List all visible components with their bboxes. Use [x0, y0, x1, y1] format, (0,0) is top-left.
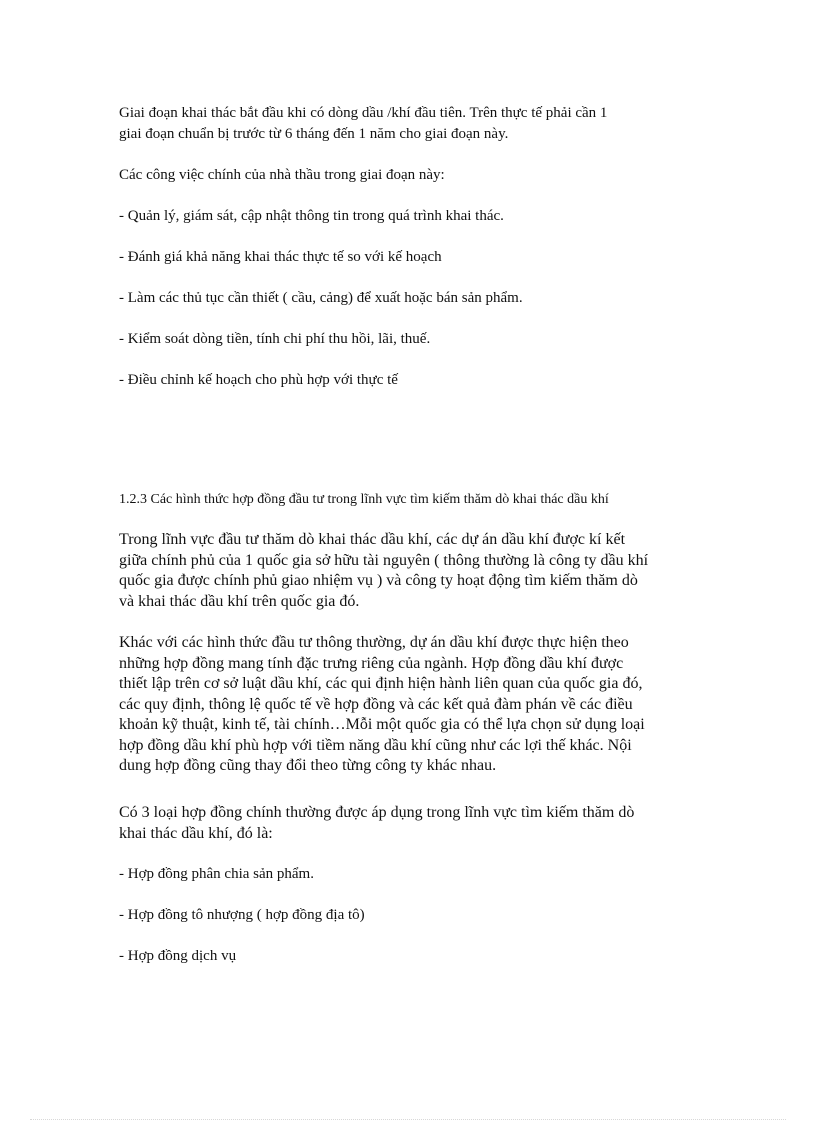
text-line: khoản kỹ thuật, kinh tế, tài chính…Mỗi một quốc gia có thể lựa chọn sử dụng loại [119, 716, 645, 733]
text-line: Trong lĩnh vực đầu tư thăm dò khai thác dầu khí, các dự án dầu khí được kí kết [119, 531, 626, 548]
text-line: thiết lập trên cơ sở luật dầu khí, các qui định hiện hành liên quan của quốc gia đó, [119, 675, 643, 692]
text-line: và khai thác dầu khí trên quốc gia đó. [119, 592, 360, 610]
text-line: dung hợp đồng cũng thay đổi theo từng công ty khác nhau. [119, 757, 497, 774]
text-line: Có 3 loại hợp đồng chính thường được áp dụng trong lĩnh vực tìm kiếm thăm dò [119, 804, 635, 821]
contract-type-item: - Hợp đồng tô nhượng ( hợp đồng địa tô) [119, 907, 365, 923]
task-item: - Quản lý, giám sát, cập nhật thông tin trong quá trình khai thác. [119, 208, 504, 224]
text-line: Khác với các hình thức đầu tư thông thường, dự án dầu khí được thực hiện theo [119, 634, 629, 651]
paragraph-1 [119, 530, 648, 612]
contract-type-item: - Hợp đồng phân chia sản phẩm. [119, 866, 314, 882]
text-line: Giai đoạn khai thác bắt đầu khi có dòng dầu /khí đầu tiên. Trên thực tế phải cần 1 [119, 105, 608, 121]
task-item: - Kiểm soát dòng tiền, tính chi phí thu hồi, lãi, thuế. [119, 331, 431, 347]
paragraph-2 [119, 633, 645, 777]
text-line: giữa chính phủ của 1 quốc gia sở hữu tài nguyên ( thông thường là công ty dầu khí [119, 551, 649, 569]
text-line: quốc gia được chính phủ giao nhiệm vụ ) và công ty hoạt động tìm kiếm thăm dò [119, 572, 638, 589]
text-line: các quy định, thông lệ quốc tế về hợp đồng và các kết quả đàm phán về các điều [119, 695, 633, 713]
contract-type-item: - Hợp đồng dịch vụ [119, 948, 237, 964]
tasks-intro: Các công việc chính của nhà thầu trong giai đoạn này: [119, 167, 445, 183]
task-item: - Làm các thủ tục cần thiết ( cầu, cảng) để xuất hoặc bán sản phẩm. [119, 290, 523, 306]
text-line: giai đoạn chuẩn bị trước từ 6 tháng đến 1 năm cho giai đoạn này. [119, 125, 509, 142]
text-line: những hợp đồng mang tính đặc trưng riêng của ngành. Hợp đồng dầu khí được [119, 654, 624, 672]
paragraph-3 [119, 803, 634, 844]
page-bottom-divider [30, 1119, 786, 1120]
text-line: hợp đồng dầu khí phù hợp với tiềm năng dầu khí cũng như các lợi thế khác. Nội [119, 736, 632, 754]
section-heading: 1.2.3 Các hình thức hợp đồng đầu tư trong lĩnh vực tìm kiếm thăm dò khai thác dầu khí [119, 492, 609, 507]
intro-paragraph [119, 103, 607, 144]
task-item: - Điều chỉnh kế hoạch cho phù hợp với thực tế [119, 372, 398, 388]
text-line: khai thác dầu khí, đó là: [119, 824, 273, 842]
task-item: - Đánh giá khả năng khai thác thực tế so với kế hoạch [119, 249, 442, 265]
